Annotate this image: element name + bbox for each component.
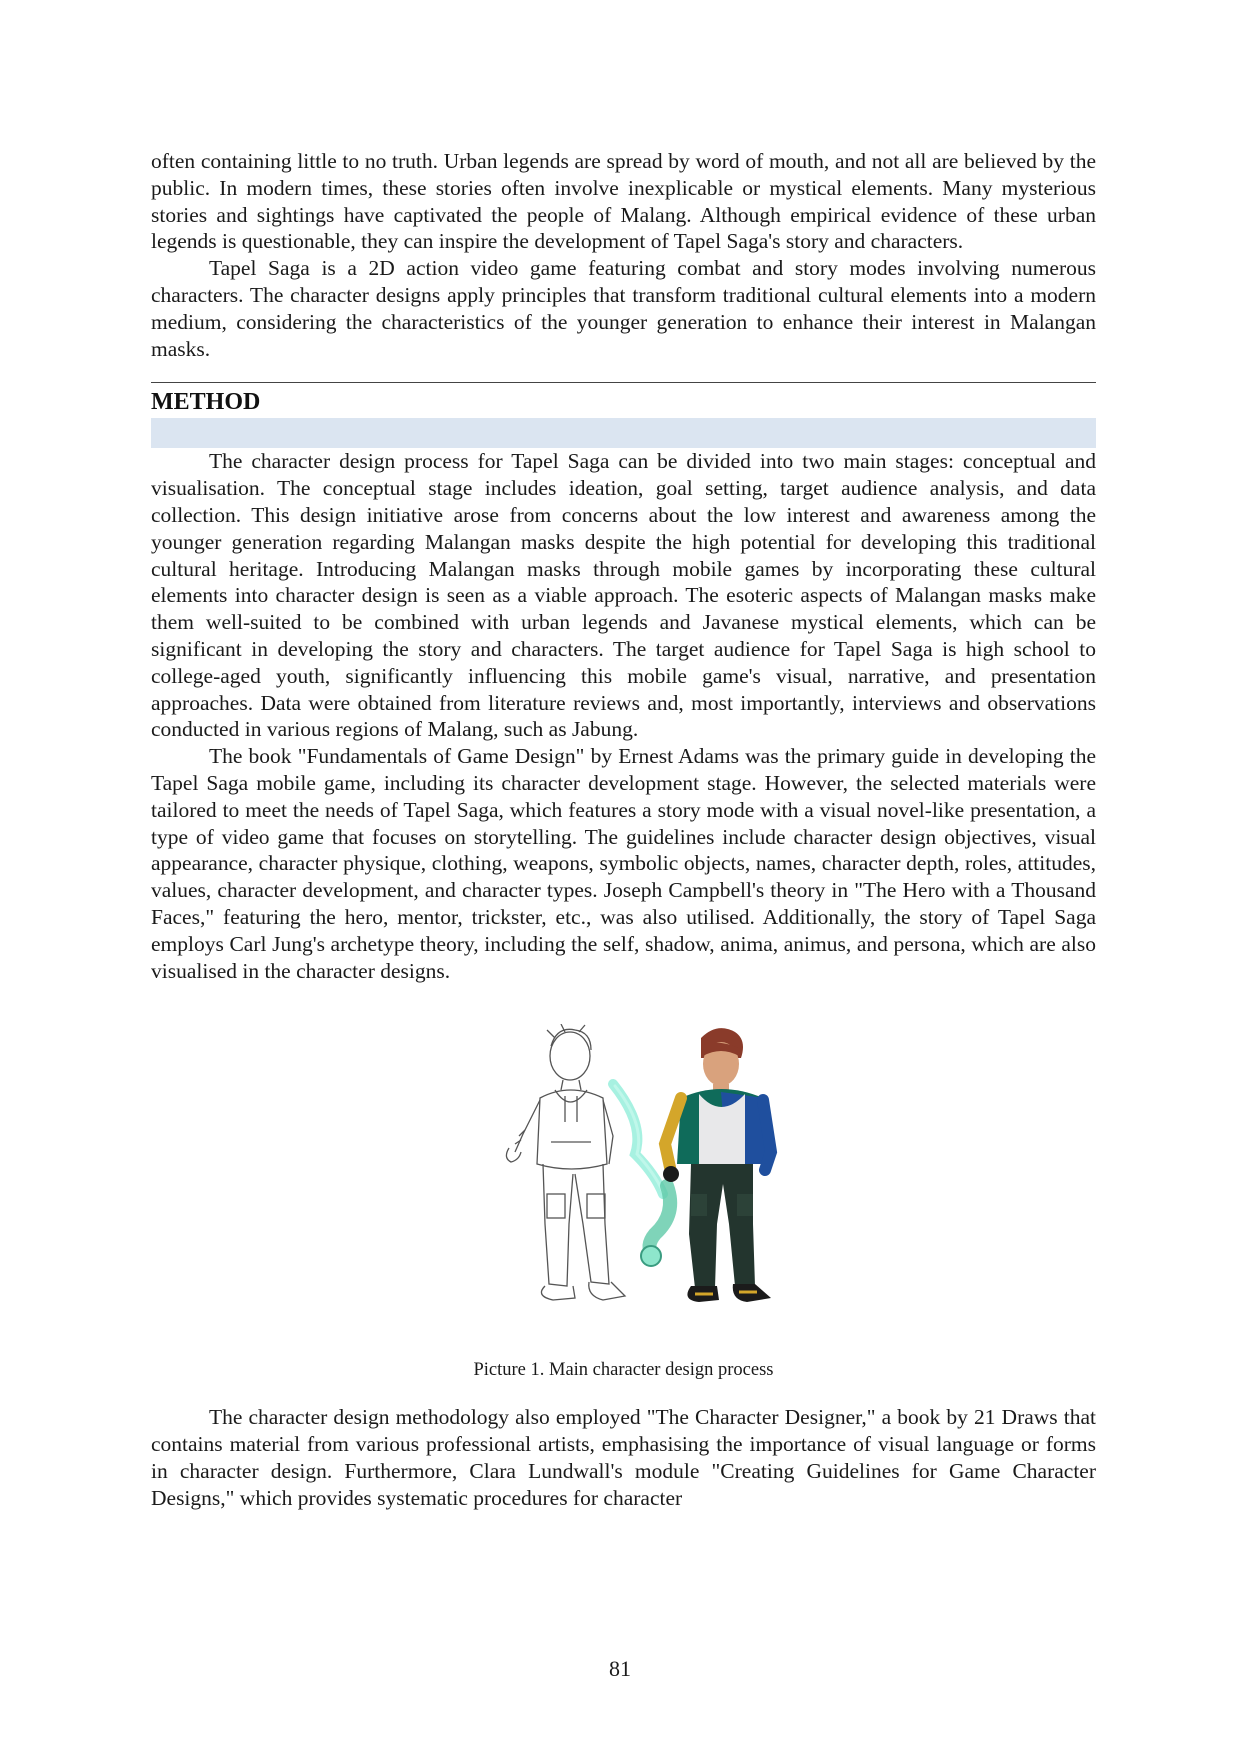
section-title: METHOD bbox=[151, 389, 261, 416]
page-number: 81 bbox=[609, 1656, 631, 1681]
method-paragraph-1: The character design process for Tapel Saga can be divided into two main stages: conceptual and visualisation. The conceptual stage includes ideation, goal setting, target audience analysis, and data collection. This design initiative arose from concerns about the low interest and awareness among the younger generation regarding Malangan masks despite the high potential for developing this traditional cultural heritage. Introducing Malangan masks through mobile games by incorporating these cultural elements into character design is seen as a viable approach. The esoteric aspects of Malangan masks make them well-suited to be combined with urban legends and Javanese mystical elements, which can be significant in developing the story and characters. The target audience for Tapel Saga is high school to college-aged youth, significantly influencing this mobile game's visual, narrative, and presentation approaches. Data were obtained from literature reviews and, most importantly, interviews and observations conducted in various regions of Malang, such as Jabung. bbox=[151, 449, 1096, 742]
character-design-illustration bbox=[495, 1024, 795, 1324]
section-band bbox=[151, 418, 1096, 448]
intro-paragraph-1: often containing little to no truth. Urban legends are spread by word of mouth, and not all are believed by the public. In modern times, these stories often involve inexplicable or mystical elements. Many mysterious stories and sightings have captivated the people of Malang. Although empirical evidence of these urban legends is questionable, they can inspire the development of Tapel Saga's story and characters. bbox=[151, 149, 1096, 254]
intro-paragraph-2: Tapel Saga is a 2D action video game featuring combat and story modes involving numerous characters. The character designs apply principles that transform traditional cultural elements into a modern medium, considering the characteristics of the younger generation to enhance their interest in Malangan masks. bbox=[151, 256, 1096, 361]
method-section-header bbox=[151, 382, 1096, 448]
character-figure bbox=[151, 1024, 1096, 1344]
method-paragraph-2: The book "Fundamentals of Game Design" by Ernest Adams was the primary guide in developing the Tapel Saga mobile game, including its character development stage. However, the selected materials were tailored to meet the needs of Tapel Saga, which features a story mode with a visual novel-like presentation, a type of video game that focuses on storytelling. The guidelines include character design objectives, visual appearance, character physique, clothing, weapons, symbolic objects, names, character depth, roles, attitudes, values, character development, and character types. Joseph Campbell's theory in "The Hero with a Thousand Faces," featuring the hero, mentor, trickster, etc., was also utilised. Additionally, the story of Tapel Saga employs Carl Jung's archetype theory, including the self, shadow, anima, animus, and persona, which are also visualised in the character designs. bbox=[151, 744, 1096, 983]
closing-paragraph: The character design methodology also employed "The Character Designer," a book by 21 Draws that contains material from various professional artists, emphasising the importance of visual language or forms in character design. Furthermore, Clara Lundwall's module "Creating Guidelines for Game Character Designs," which provides systematic procedures for character bbox=[151, 1405, 1096, 1510]
sketch-character bbox=[506, 1024, 625, 1300]
figure-caption: Picture 1. Main character design process bbox=[473, 1360, 774, 1381]
glowing-sword bbox=[613, 1084, 670, 1266]
page-body bbox=[151, 148, 1096, 1512]
colored-character bbox=[663, 1028, 771, 1302]
